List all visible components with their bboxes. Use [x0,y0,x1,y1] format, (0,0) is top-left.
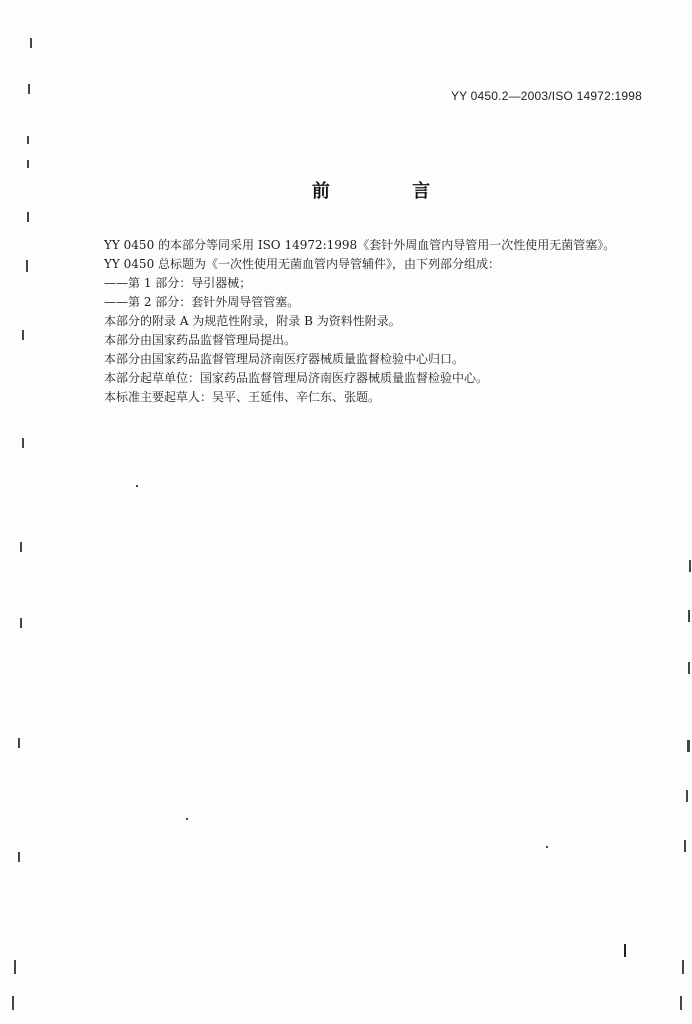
scan-speck [546,846,548,848]
scan-speck [186,818,188,820]
paragraph-line: 本部分由国家药品监督管理局提出。 [104,333,297,347]
scan-mark [684,840,686,852]
scan-mark [686,790,688,802]
scan-mark [22,438,24,448]
scan-mark [27,136,29,144]
scan-mark [28,84,30,94]
scan-mark [682,960,684,974]
scan-mark [12,996,14,1010]
scan-mark [680,996,682,1010]
paragraph-line: 本部分起草单位：国家药品监督管理局济南医疗器械质量监督检验中心。 [104,371,489,385]
scan-mark [20,542,22,552]
paragraph-line: YY 0450 的本部分等同采用 ISO 14972:1998《套针外周血管内导管用一次性使用无菌管塞》。 [104,238,616,252]
scan-mark [20,618,22,628]
scan-mark [18,852,20,862]
scan-mark [689,560,691,572]
paragraph-line: YY 0450 总标题为《一次性使用无菌血管内导管辅件》，由下列部分组成： [104,257,501,271]
scan-mark [687,740,690,752]
list-item: ——第 2 部分：套针外周导管管塞。 [104,295,300,309]
paragraph-line: 本部分由国家药品监督管理局济南医疗器械质量监督检验中心归口。 [104,352,465,366]
list-item: ——第 1 部分：导引器械； [104,276,252,290]
scan-mark [14,960,16,974]
scan-mark [18,738,20,748]
scan-mark [26,260,28,272]
scan-mark [27,212,29,222]
scan-mark [22,330,24,340]
page-title: 前 言 [311,181,469,202]
scan-mark [688,610,690,622]
scan-mark [688,662,690,674]
standard-code: YY 0450.2—2003/ISO 14972:1998 [450,89,642,103]
scan-mark [30,38,32,48]
scan-mark [27,160,29,168]
foreword-body [104,236,664,407]
page-number-mark [624,944,626,957]
paragraph-line: 本标准主要起草人：吴平、王延伟、辛仁东、张题。 [104,390,381,404]
paragraph-line: 本部分的附录 A 为规范性附录，附录 B 为资料性附录。 [104,314,401,328]
scan-speck [136,485,138,487]
